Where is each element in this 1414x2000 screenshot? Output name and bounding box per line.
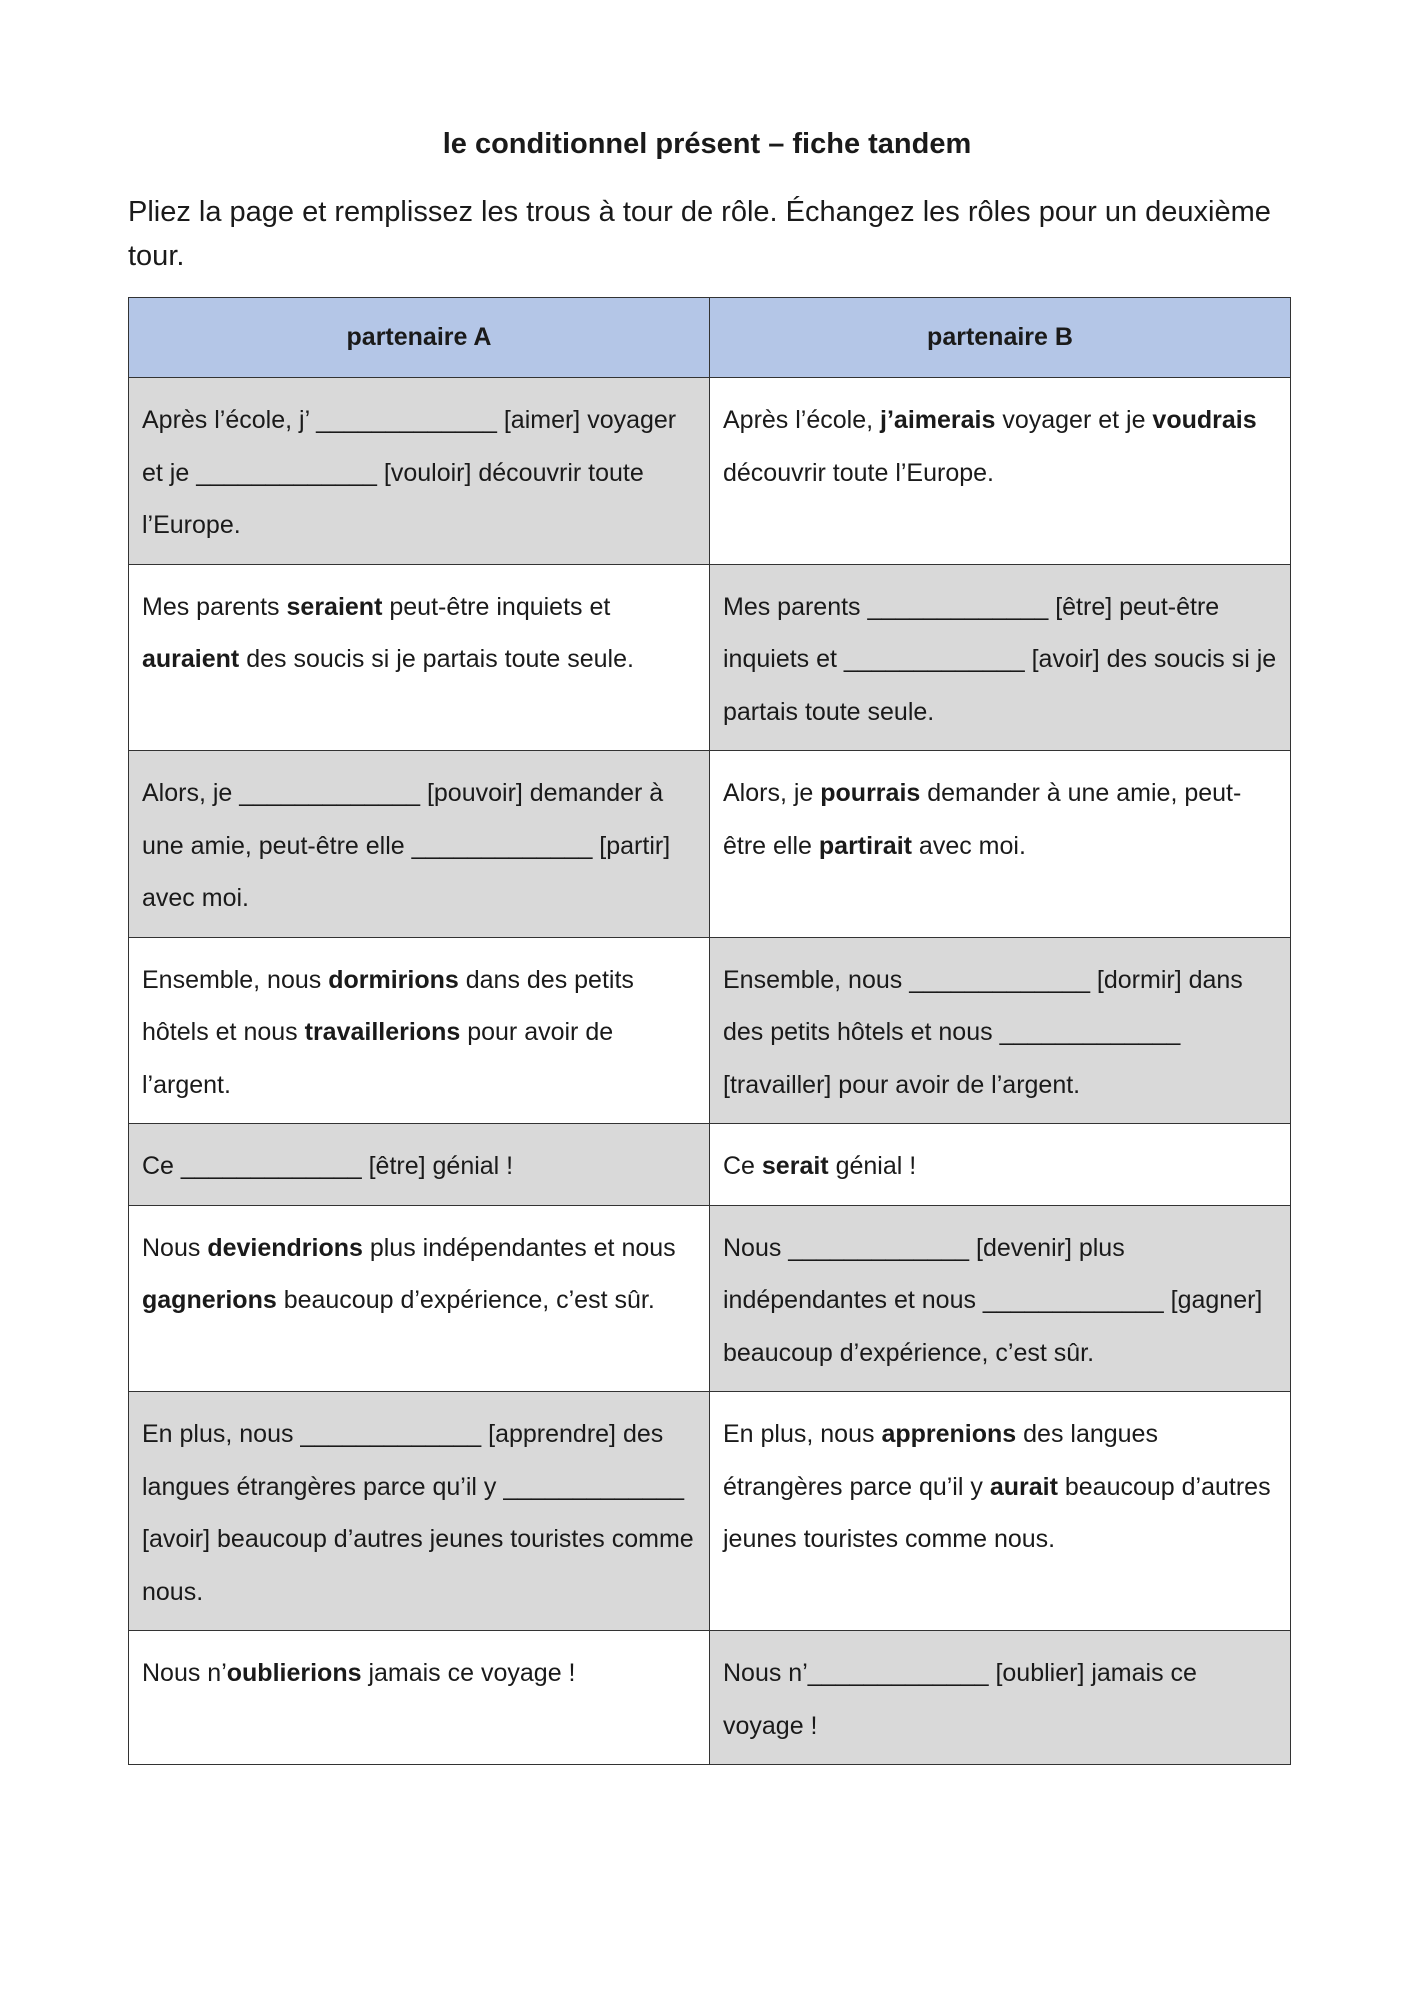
partner-a-cell-answer: [129, 564, 710, 751]
text-segment: beaucoup d’autres jeunes touristes comme nous.: [723, 1472, 1271, 1553]
conditional-verb-answer: seraient: [286, 592, 383, 621]
text-segment: Nous _____________ [devenir] plus indépendantes et nous _____________ [gagner] beaucoup d’expérience, c’est sûr.: [723, 1233, 1263, 1367]
conditional-verb-answer: apprenions: [881, 1420, 1017, 1448]
conditional-verb-answer: auraient: [142, 645, 240, 673]
conditional-verb-answer: pourrais: [820, 779, 921, 807]
text-segment: Mes parents: [142, 592, 287, 621]
cell-text: [723, 1408, 1278, 1566]
partner-a-cell-fill-in: [129, 751, 710, 938]
text-segment: Ce: [723, 1152, 762, 1180]
cell-text: [142, 394, 697, 552]
text-segment: génial !: [828, 1152, 917, 1180]
partner-b-cell-answer: [710, 751, 1291, 938]
text-segment: des soucis si je partais toute seule.: [239, 645, 634, 673]
partner-a-cell-answer: [129, 937, 710, 1124]
table-row: [129, 564, 1291, 751]
conditional-verb-answer: dormirions: [328, 965, 459, 994]
page-title: le conditionnel présent – fiche tandem: [442, 128, 972, 160]
cell-text: [723, 767, 1278, 872]
text-segment: des langues étrangères parce qu’il y: [723, 1420, 1158, 1501]
text-segment: avec moi.: [911, 831, 1026, 860]
conditional-verb-answer: oublierions: [226, 1659, 362, 1687]
partner-a-cell-fill-in: [129, 378, 710, 565]
cell-text: [142, 1647, 697, 1700]
table-body: [129, 378, 1291, 1765]
header-partner-b: partenaire B: [710, 298, 1291, 378]
partner-b-cell-answer: [710, 1392, 1291, 1631]
partner-b-cell-answer: [710, 378, 1291, 565]
text-segment: voyager et je: [995, 406, 1153, 434]
text-segment: Nous n’: [142, 1659, 227, 1687]
text-segment: Après l’école, j’ _____________ [aimer] voyager et je _____________ [vouloir] découvrir toute l’Europe.: [142, 406, 677, 539]
text-segment: dans des petits hôtels et nous: [142, 965, 634, 1046]
cell-text: [142, 1408, 697, 1618]
conditional-verb-answer: gagnerions: [142, 1286, 277, 1314]
text-segment: jamais ce voyage !: [361, 1659, 576, 1687]
text-segment: découvrir toute l’Europe.: [723, 458, 994, 487]
text-segment: En plus, nous _____________ [apprendre] des langues étrangères parce qu’il y _____________ [avoir] beaucoup d’autres jeunes touristes comme nous.: [142, 1420, 694, 1606]
partner-b-cell-fill-in: [710, 937, 1291, 1124]
text-segment: Ce _____________ [être] génial !: [142, 1152, 514, 1180]
cell-text: [723, 581, 1278, 739]
text-segment: Nous: [142, 1233, 208, 1262]
partner-b-cell-fill-in: [710, 564, 1291, 751]
cell-text: [142, 581, 697, 686]
text-segment: beaucoup d’expérience, c’est sûr.: [276, 1286, 655, 1314]
cell-text: [142, 954, 697, 1112]
partner-b-cell-answer: [710, 1124, 1291, 1206]
conditional-verb-answer: voudrais: [1152, 406, 1257, 434]
tandem-table: [128, 297, 1291, 1765]
conditional-verb-answer: serait: [761, 1152, 829, 1180]
conditional-verb-answer: aurait: [989, 1472, 1058, 1501]
partner-a-cell-fill-in: [129, 1392, 710, 1631]
conditional-verb-answer: j’aimerais: [880, 406, 996, 434]
table-row: [129, 751, 1291, 938]
table-row: [129, 1392, 1291, 1631]
text-segment: pour avoir de l’argent.: [142, 1018, 614, 1099]
text-segment: Ensemble, nous _____________ [dormir] dans des petits hôtels et nous _____________ [travailler] pour avoir de l’argent.: [723, 965, 1243, 1099]
cell-text: [723, 394, 1278, 499]
table-row: [129, 1205, 1291, 1392]
instructions-text: Pliez la page et remplissez les trous à tour de rôle. Échangez les rôles pour un deuxième tour.: [128, 196, 1271, 272]
text-segment: demander à une amie, peut-être elle: [723, 779, 1242, 860]
cell-text: [723, 1647, 1278, 1752]
table-row: [129, 1124, 1291, 1206]
text-segment: plus indépendantes et nous: [362, 1233, 676, 1262]
conditional-verb-answer: deviendrions: [207, 1233, 363, 1262]
cell-text: [142, 1222, 697, 1327]
text-segment: Nous n’_____________ [oublier] jamais ce voyage !: [723, 1659, 1197, 1740]
cell-text: [723, 1140, 1278, 1193]
partner-a-cell-fill-in: [129, 1124, 710, 1206]
table-row: [129, 1631, 1291, 1765]
table-header-row: [129, 298, 1291, 378]
partner-b-cell-fill-in: [710, 1205, 1291, 1392]
conditional-verb-answer: partirait: [818, 831, 912, 860]
partner-a-cell-answer: [129, 1631, 710, 1765]
text-segment: Alors, je: [723, 779, 821, 807]
text-segment: Après l’école,: [723, 406, 881, 434]
table-row: [129, 937, 1291, 1124]
text-segment: Alors, je _____________ [pouvoir] demander à une amie, peut-être elle _____________ [partir] avec moi.: [142, 779, 671, 912]
text-segment: En plus, nous: [723, 1420, 882, 1448]
cell-text: [723, 1222, 1278, 1380]
text-segment: peut-être inquiets et: [382, 592, 611, 621]
cell-text: [723, 954, 1278, 1112]
cell-text: [142, 767, 697, 925]
text-segment: Ensemble, nous: [142, 965, 329, 994]
text-segment: Mes parents _____________ [être] peut-être inquiets et _____________ [avoir] des soucis si je partais toute seule.: [723, 592, 1277, 726]
partner-b-cell-fill-in: [710, 1631, 1291, 1765]
partner-a-cell-answer: [129, 1205, 710, 1392]
header-partner-a: partenaire A: [129, 298, 710, 378]
conditional-verb-answer: travaillerions: [304, 1018, 461, 1046]
table-row: [129, 378, 1291, 565]
cell-text: [142, 1140, 697, 1193]
